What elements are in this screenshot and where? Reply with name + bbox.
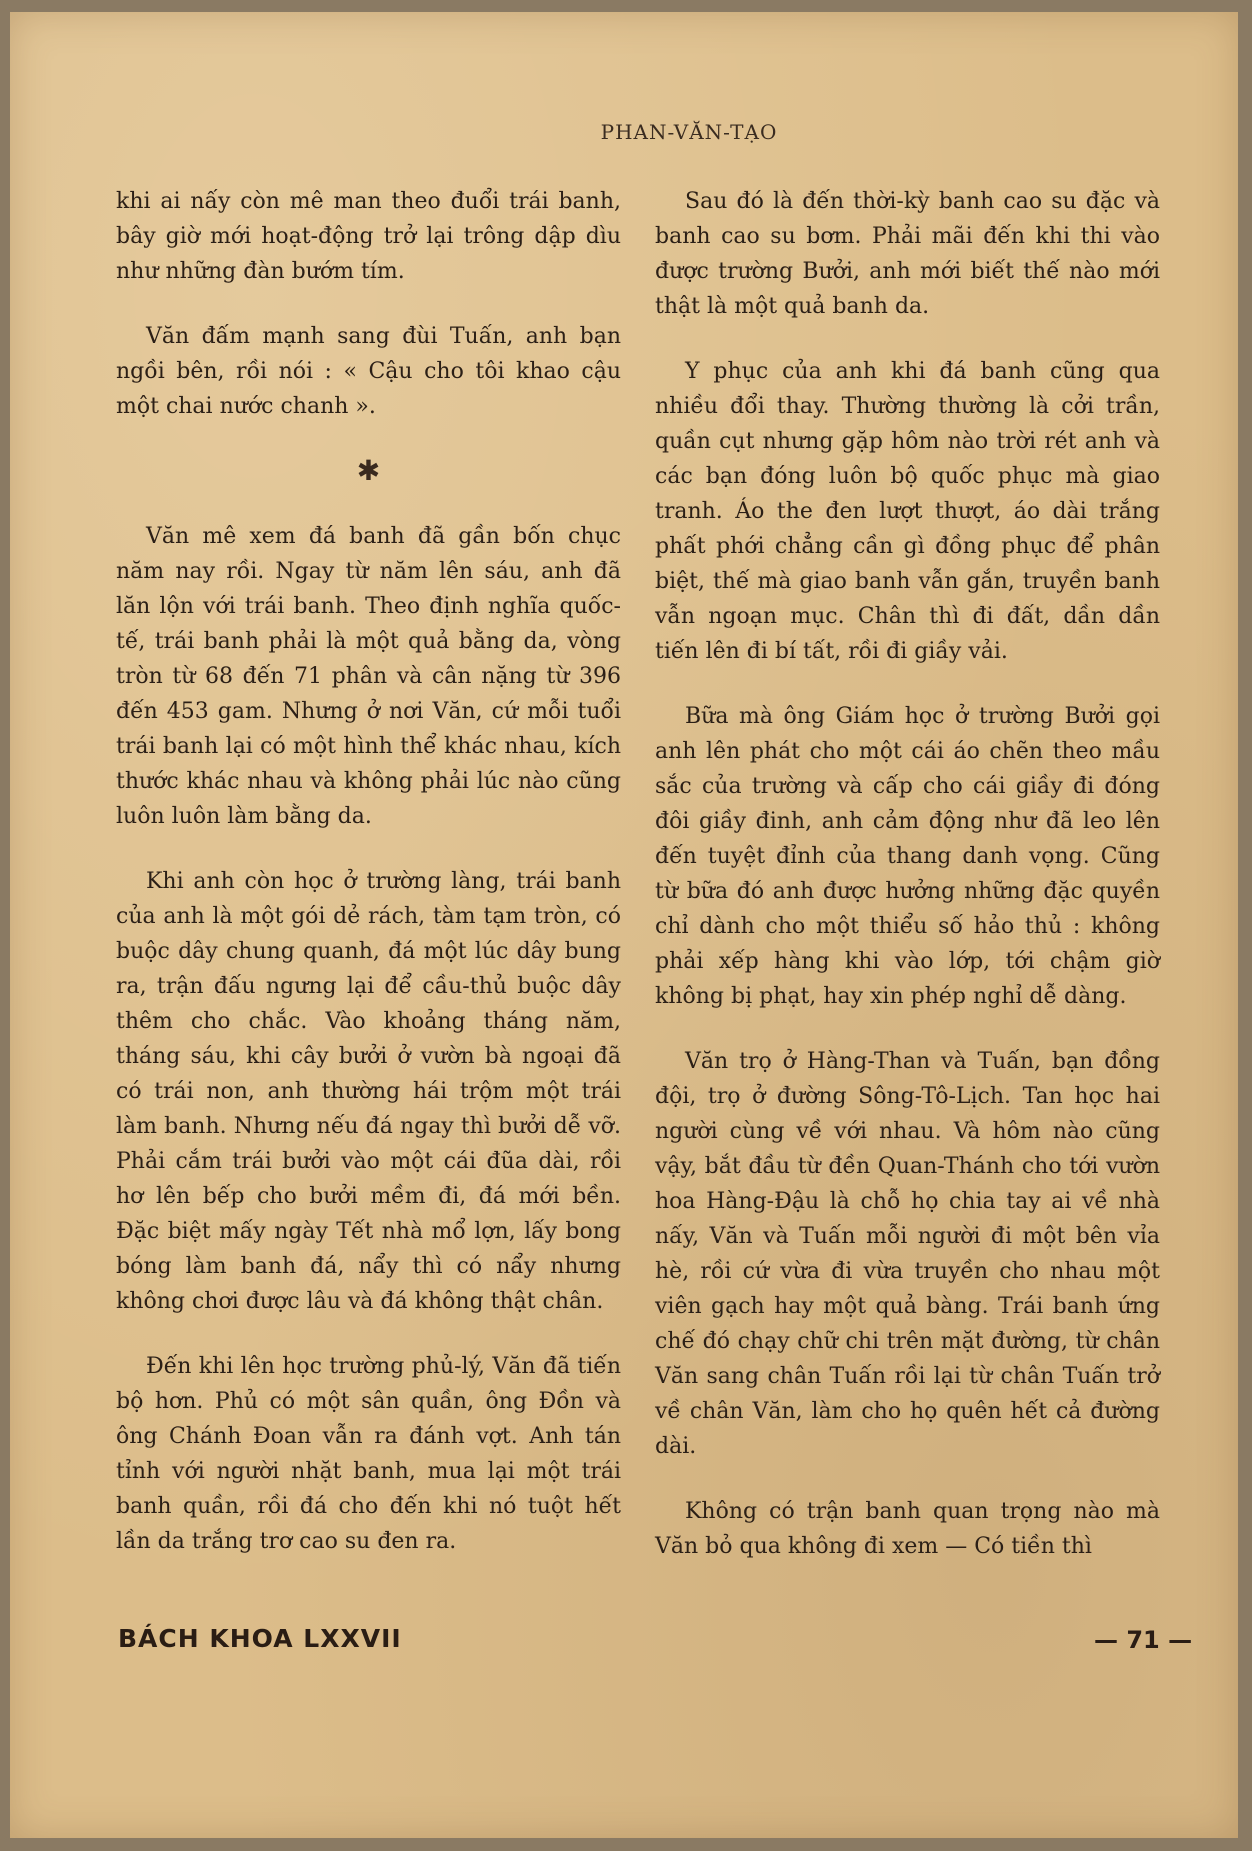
paragraph: khi ai nấy còn mê man theo đuổi trái banh, bây giờ mới hoạt-động trở lại trông dập dìu như những đàn bướm tím. (116, 189, 621, 284)
paragraph: Văn đấm mạnh sang đùi Tuấn, anh bạn ngồi bên, rồi nói : « Cậu cho tôi khao cậu một chai nước chanh ». (116, 324, 621, 419)
magazine-name: BÁCH KHOA LXXVII (118, 1624, 402, 1653)
paragraph: Đến khi lên học trường phủ-lý, Văn đã tiến bộ hơn. Phủ có một sân quần, ông Đồn và ông Chánh Đoan vẫn ra đánh vợt. Anh tán tỉnh với người nhặt banh, mua lại một trái banh quần, rồi đá cho đến khi nó tuột hết lần da trắng trơ cao su đen ra. (116, 1354, 621, 1554)
running-title: PHAN-VĂN-TẠO (600, 120, 778, 144)
section-divider-asterisk: ✱ (356, 454, 381, 487)
paragraph: Văn trọ ở Hàng-Than và Tuấn, bạn đồng đội, trọ ở đường Sông-Tô-Lịch. Tan học hai người cùng về với nhau. Và hôm nào cũng vậy, bắt đầu từ đền Quan-Thánh cho tới vườn hoa Hàng-Đậu là chỗ họ chia tay ai về nhà nấy, Văn và Tuấn mỗi người đi một bên vỉa hè, rồi cứ vừa đi vừa truyền cho nhau một viên gạch hay một quả bàng. Trái banh ứng chế đó chạy chữ chi trên mặt đường, từ chân Văn sang chân Tuấn rồi lại từ chân Tuấn trở về chân Văn, làm cho họ quên hết cả đường dài. (655, 1049, 1160, 1459)
paragraph: Không có trận banh quan trọng nào mà Văn bỏ qua không đi xem — Có tiền thì (655, 1499, 1160, 1559)
right-column (655, 184, 1160, 1594)
paragraph: Văn mê xem đá banh đã gần bốn chục năm nay rồi. Ngay từ năm lên sáu, anh đã lăn lộn với trái banh. Theo định nghĩa quốc-tế, trái banh phải là một quả bằng da, vòng tròn từ 68 đến 71 phân và cân nặng từ 396 đến 453 gam. Nhưng ở nơi Văn, cứ mỗi tuổi trái banh lại có một hình thể khác nhau, kích thước khác nhau và không phải lúc nào cũng luôn luôn làm bằng da. (116, 524, 621, 829)
paragraph: Bữa mà ông Giám học ở trường Bưởi gọi anh lên phát cho một cái áo chẽn theo mầu sắc của trường và cấp cho cái giầy đi đóng đôi giầy đinh, anh cảm động như đã leo lên đến tuyệt đỉnh của thang danh vọng. Cũng từ bữa đó anh được hưởng những đặc quyền chỉ dành cho một thiểu số hảo thủ : không phải xếp hàng khi vào lớp, tới chậm giờ không bị phạt, hay xin phép nghỉ dễ dàng. (655, 704, 1160, 1009)
magazine-page (10, 12, 1238, 1838)
page-number: — 71 — (1094, 1626, 1193, 1654)
paragraph: Khi anh còn học ở trường làng, trái banh của anh là một gói dẻ rách, tàm tạm tròn, có buộc dây chung quanh, đá một lúc dây bung ra, trận đấu ngưng lại để cầu-thủ buộc dây thêm cho chắc. Vào khoảng tháng năm, tháng sáu, khi cây bưởi ở vườn bà ngoại đã có trái non, anh thường hái trộm một trái làm banh. Nhưng nếu đá ngay thì bưởi dễ vỡ. Phải cắm trái bưởi vào một cái đũa dài, rồi hơ lên bếp cho bưởi mềm đi, đá mới bền. Đặc biệt mấy ngày Tết nhà mổ lợn, lấy bong bóng làm banh đá, nẩy thì có nẩy nhưng không chơi được lâu và đá không thật chân. (116, 869, 621, 1314)
paragraph: Y phục của anh khi đá banh cũng qua nhiều đổi thay. Thường thường là cởi trần, quần cụt nhưng gặp hôm nào trời rét anh và các bạn đóng luôn bộ quốc phục mà giao tranh. Áo the đen lượt thượt, áo dài trắng phất phới chẳng cần gì đồng phục để phân biệt, thế mà giao banh vẫn gắn, truyền banh vẫn ngoạn mục. Chân thì đi đất, dần dần tiến lên đi bí tất, rồi đi giầy vải. (655, 359, 1160, 664)
paragraph: Sau đó là đến thời-kỳ banh cao su đặc và banh cao su bơm. Phải mãi đến khi thi vào được trường Bưởi, anh mới biết thế nào mới thật là một quả banh da. (655, 189, 1160, 319)
left-column (116, 184, 621, 1589)
